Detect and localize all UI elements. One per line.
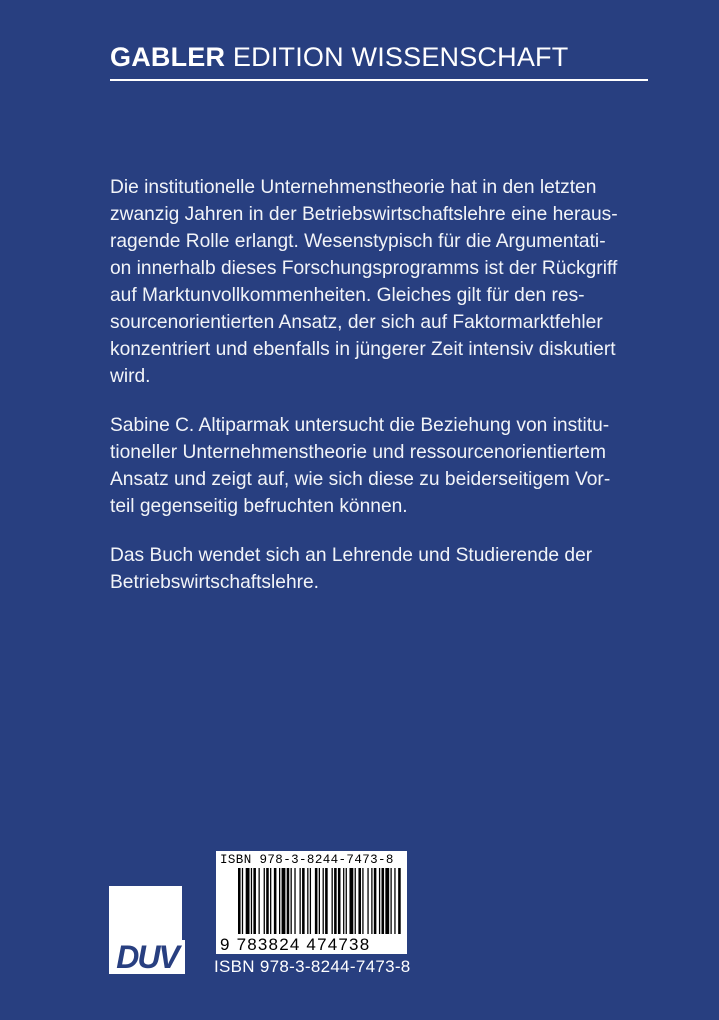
- series-divider: [110, 79, 648, 81]
- series-title: [110, 42, 568, 73]
- series-name: EDITION WISSENSCHAFT: [232, 42, 569, 72]
- logo-text: DUV: [109, 940, 185, 974]
- barcode-label: [216, 851, 407, 954]
- blurb-paragraph-2: Sabine C. Altiparmak untersucht die Beziehung von institu- tioneller Unternehmenstheorie und ressourcenorientiertem Ansatz und zeigt auf, wie sich diese zu beiderseitigem Vor- teil gegenseitig befruchten können.: [110, 415, 611, 517]
- isbn-number: ISBN 978-3-8244-7473-8: [214, 957, 411, 976]
- duv-logo: [109, 886, 182, 974]
- barcode-isbn-text: ISBN 978-3-8244-7473-8: [220, 853, 394, 867]
- barcode-digits: 9 783824 474738: [220, 935, 371, 954]
- series-publisher: GABLER: [110, 42, 226, 72]
- blurb-paragraph-3: Das Buch wendet sich an Lehrende und Studierende der Betriebswirtschaftslehre.: [110, 545, 593, 593]
- blurb-paragraph-1: Die institutionelle Unternehmenstheorie hat in den letzten zwanzig Jahren in der Betriebswirtschaftslehre eine heraus- ragende Rolle erlangt. Wesenstypisch für die Argumentati- on innerhalb dieses Forschungsprogramms ist der Rückgriff auf Marktunvollkommenheiten. Gleiches gilt für den res- sourcenorientierten Ansatz, der sich auf Faktormarktfehler konzentriert und ebenfalls in jüngerer Zeit intensiv diskutiert wird.: [110, 177, 618, 387]
- blurb-text: [110, 174, 648, 618]
- barcode-bars: [238, 868, 402, 934]
